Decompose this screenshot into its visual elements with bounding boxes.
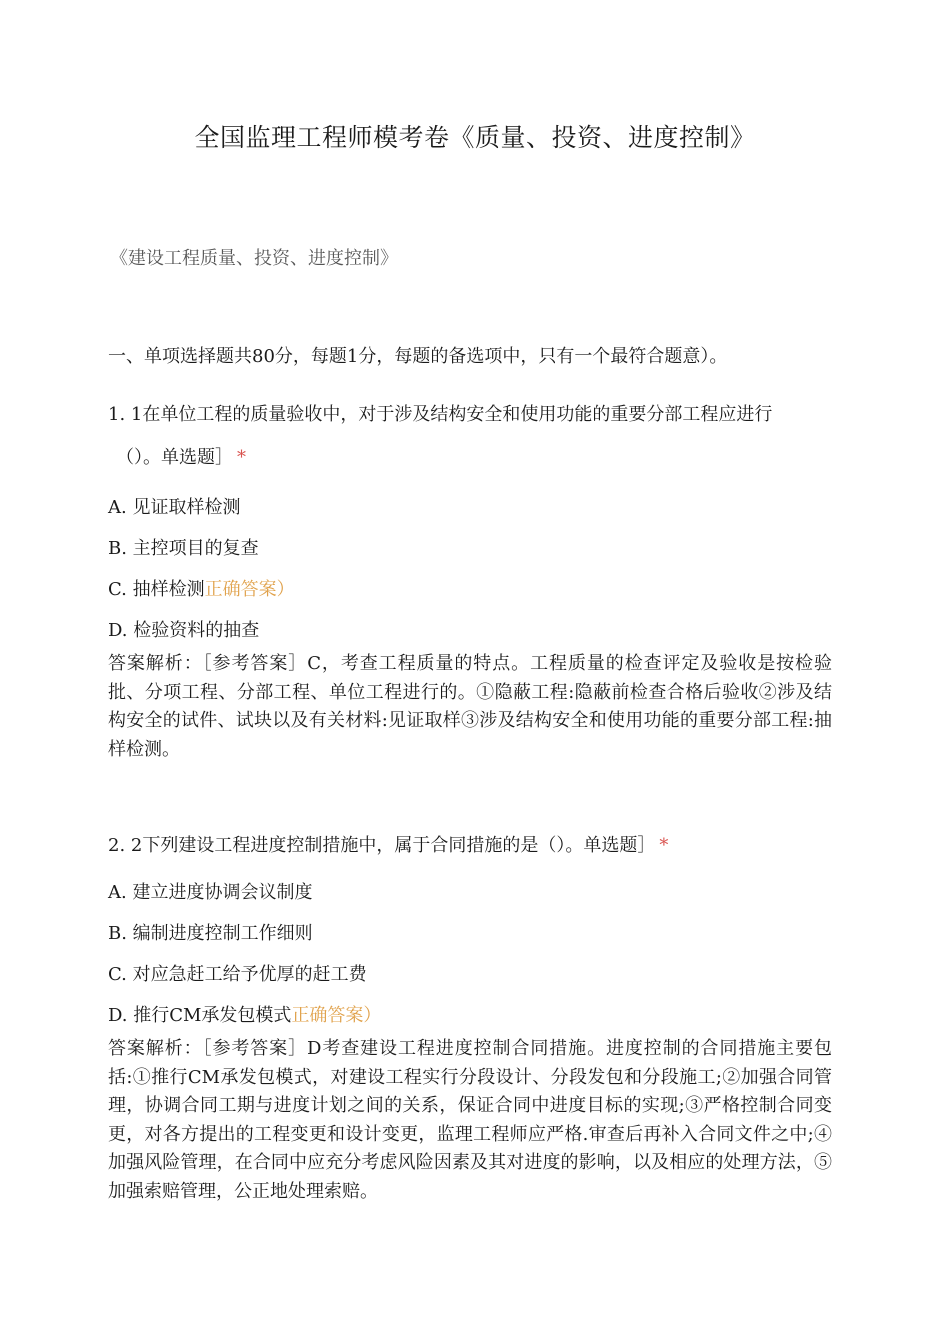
option-label: C. 抽样检测 xyxy=(108,579,205,600)
correct-answer-tag: 正确答案） xyxy=(204,579,295,600)
question-1-analysis: 答案解析：［参考答案］C，考查工程质量的特点。工程质量的检查评定及验收是按检验批、分项工程、分部工程、单位工程进行的。①隐蔽工程:隐蔽前检查合格后验收②涉及结构安全的试件、试块以及有关材料:见证取样③涉及结构安全和使用功能的重要分部工程:抽样检测。 xyxy=(108,653,832,760)
required-marker: * xyxy=(659,835,669,856)
question-1-option-c[interactable] xyxy=(108,575,295,601)
correct-answer-tag: 正确答案） xyxy=(291,1005,382,1026)
question-2-option-c[interactable]: C. 对应急赶工给予优厚的赶工费 xyxy=(108,964,367,985)
question-2-option-a[interactable]: A. 建立进度协调会议制度 xyxy=(108,882,313,903)
section-intro: 一、单项选择题共80分，每题1分，每题的备选项中，只有一个最符合题意）。 xyxy=(108,346,728,367)
question-2-analysis: 答案解析：［参考答案］D考查建设工程进度控制合同措施。进度控制的合同措施主要包括:①推行CM承发包模式，对建设工程实行分段设计、分段发包和分段施工;②加强合同管理，协调合同工期与进度计划之间的关系，保证合同中进度目标的实现;③严格控制合同变更，对各方提出的工程变更和设计变更，监理工程师应严格.审查后再补入合同文件之中;④加强风险管理，在合同中应充分考虑风险因素及其对进度的影响，以及相应的处理方法，⑤加强索赔管理，公正地处理索赔。 xyxy=(108,1038,832,1202)
question-2-stem xyxy=(108,831,668,857)
question-1-stem: 1. 1在单位工程的质量验收中，对于涉及结构安全和使用功能的重要分部工程应进行 xyxy=(108,404,773,425)
question-1-option-d[interactable]: D. 检验资料的抽查 xyxy=(108,620,260,641)
document-subtitle: 《建设工程质量、投资、进度控制》 xyxy=(110,248,398,269)
question-2-text: 2. 2下列建设工程进度控制措施中，属于合同措施的是（）。单选题］ xyxy=(108,835,656,856)
question-2-option-d[interactable] xyxy=(108,1001,381,1027)
document-title: 全国监理工程师模考卷《质量、投资、进度控制》 xyxy=(194,123,756,152)
question-1-stem-continued xyxy=(116,443,246,469)
question-1-option-a[interactable]: A. 见证取样检测 xyxy=(108,497,241,518)
question-2-option-b[interactable]: B. 编制进度控制工作细则 xyxy=(108,923,313,944)
option-label: D. 推行CM承发包模式 xyxy=(108,1005,292,1026)
question-1-option-b[interactable]: B. 主控项目的复查 xyxy=(108,538,259,559)
question-1-type: （）。单选题］ xyxy=(116,447,233,468)
required-marker: * xyxy=(237,447,246,468)
